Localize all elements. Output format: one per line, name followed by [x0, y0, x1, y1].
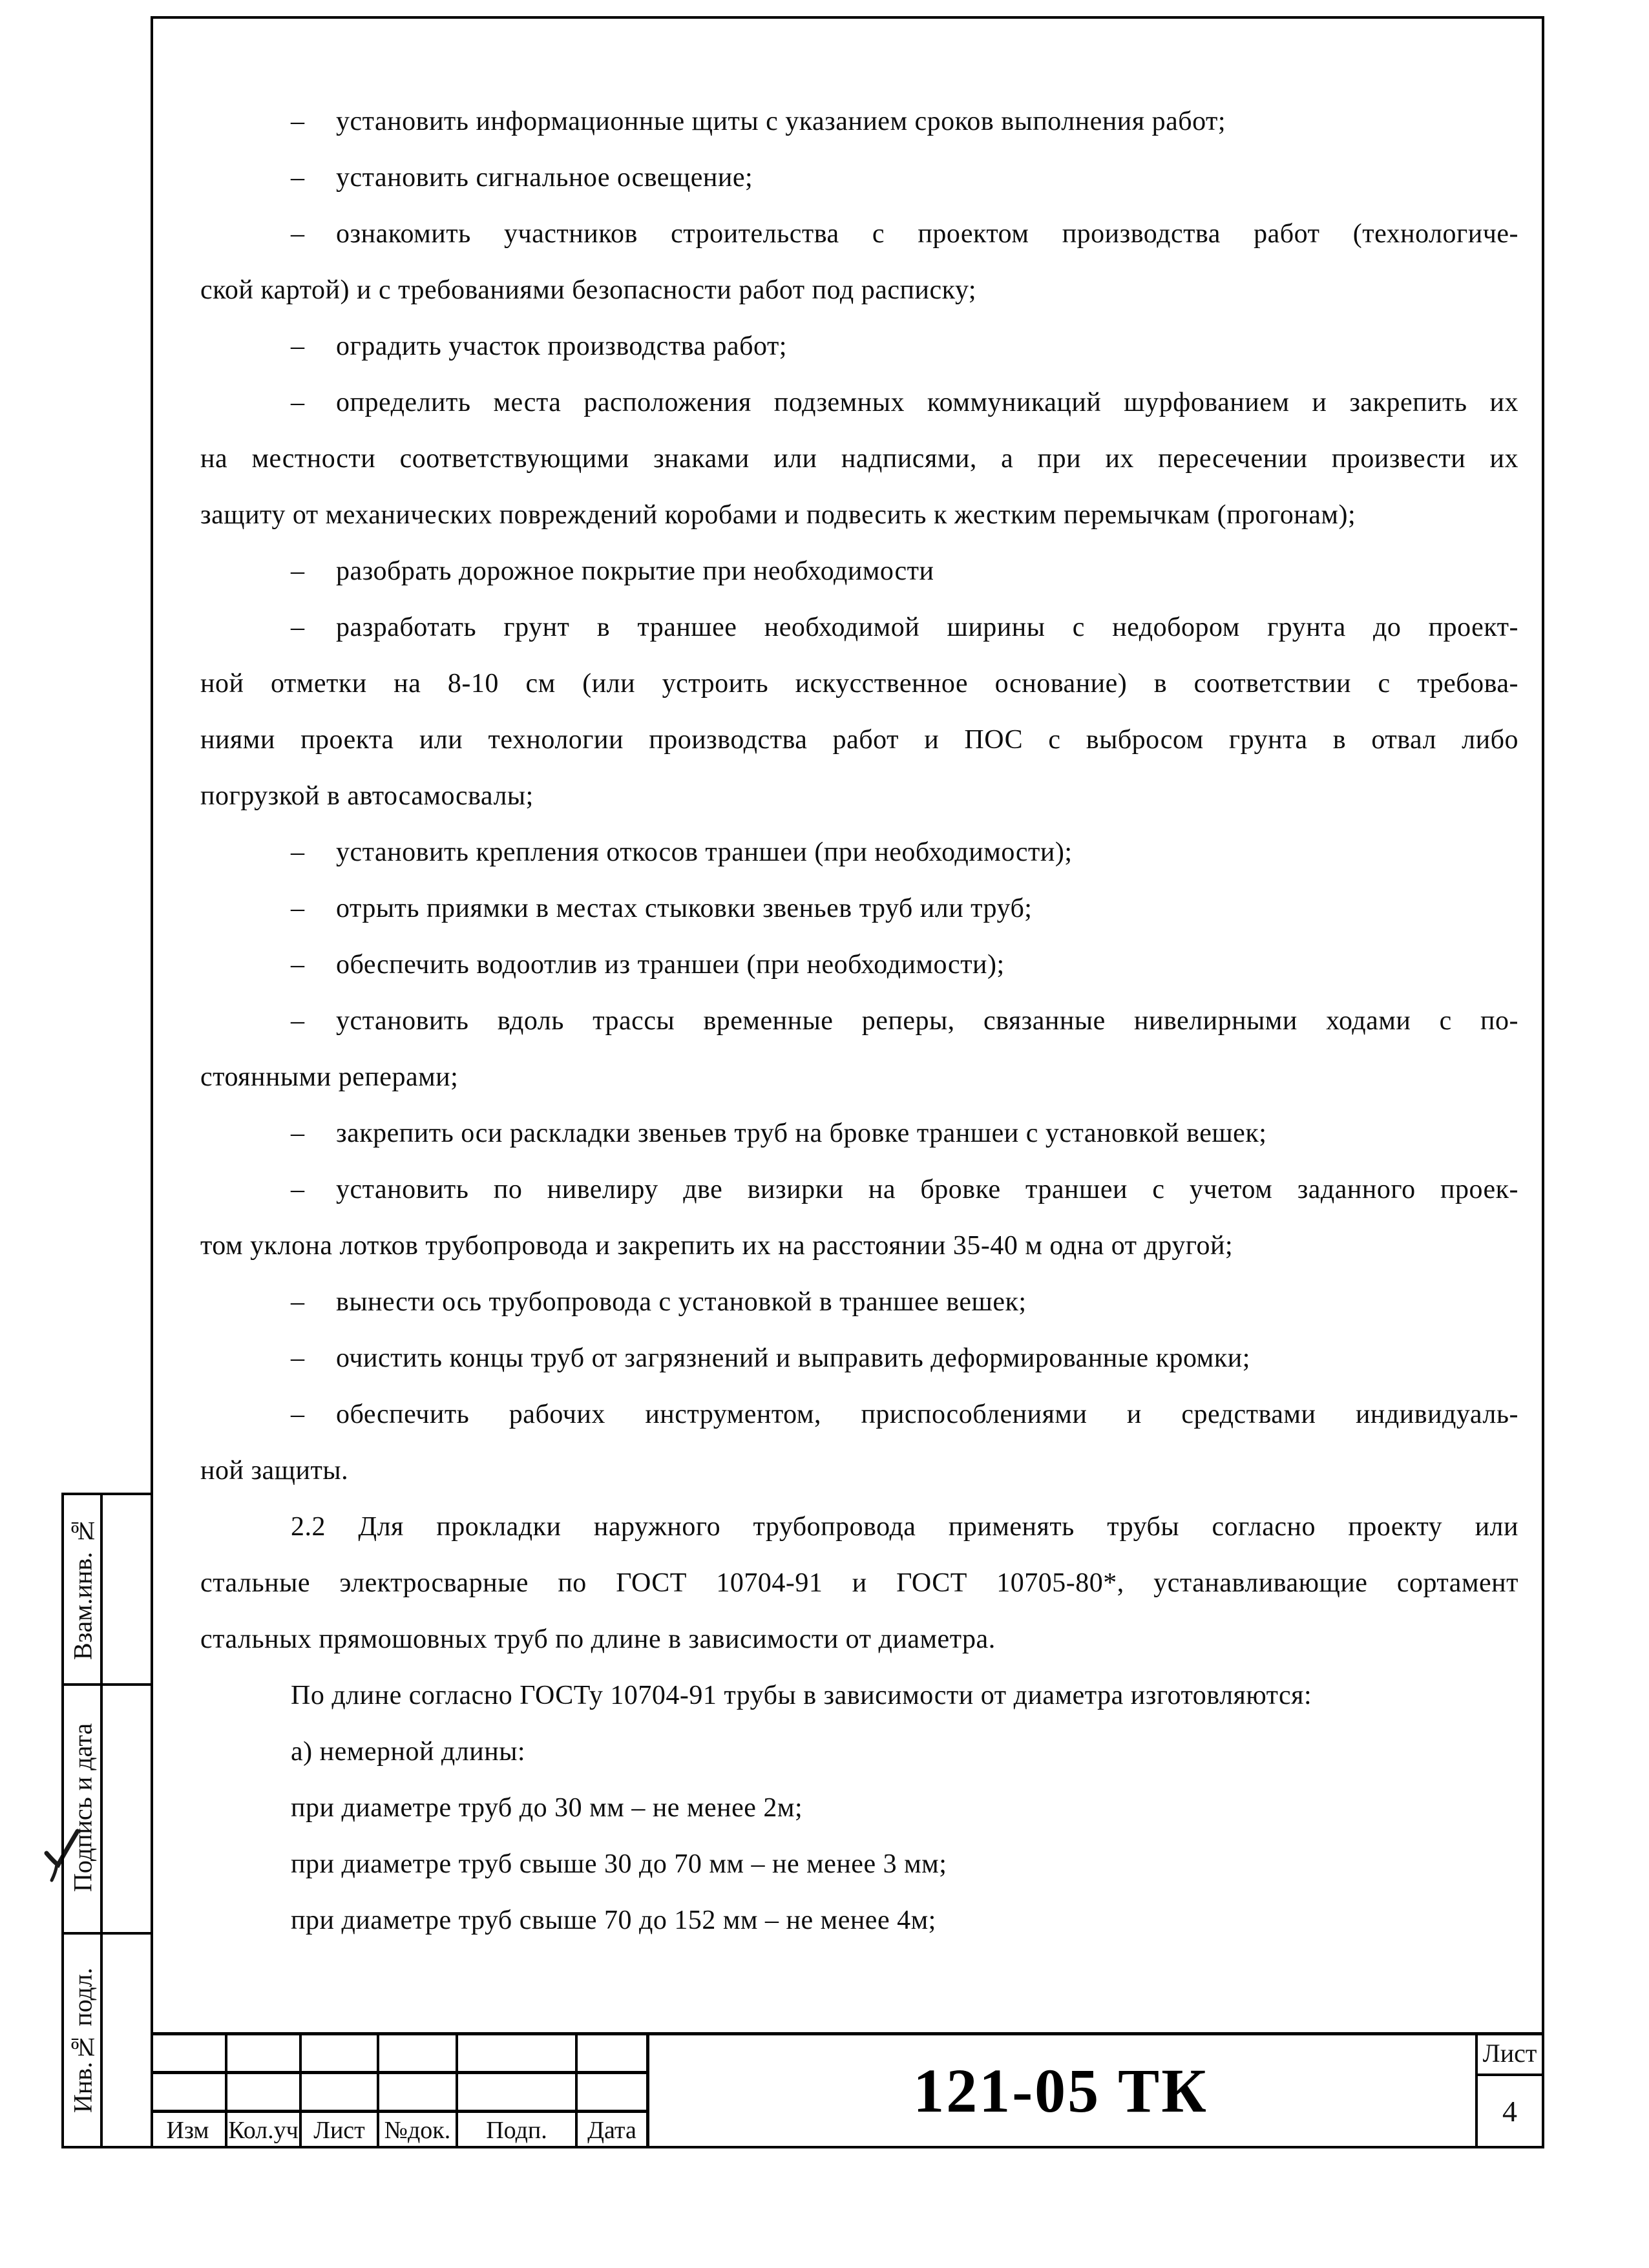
body-text-line: ной отметки на 8-10 см (или устроить искусственное основание) в соответствии с требова- [200, 669, 1518, 698]
document-code: 121-05 ТК [913, 2055, 1208, 2125]
title-block-column-label: Подп. [486, 2116, 547, 2144]
list-dash-marker: – [291, 950, 305, 980]
sheet-number: 4 [1502, 2094, 1517, 2128]
body-text-line: – установить вдоль трассы временные реперы, связанные нивелирными ходами с по- [200, 992, 1518, 1050]
body-text-line: По длине согласно ГОСТу 10704-91 трубы в зависимости от диаметра изготовляются: [291, 1681, 1312, 1710]
body-text-line: – ознакомить участников строительства с проектом производства работ (технологиче- [200, 205, 1518, 263]
list-dash-marker: – [291, 1343, 305, 1373]
body-text-line: на местности соответствующими знаками или надписями, а при их пересечении произвести их [200, 444, 1518, 474]
body-text-line: при диаметре труб свыше 70 до 152 мм – не менее 4м; [291, 1906, 936, 1935]
body-text-line: при диаметре труб свыше 30 до 70 мм – не менее 3 мм; [291, 1849, 947, 1879]
body-text-line: – закрепить оси раскладки звеньев труб на бровке траншеи с установкой вешек; [200, 1104, 1518, 1162]
body-text-line: стальных прямошовных труб по длине в зависимости от диаметра. [200, 1624, 996, 1654]
sheet-label: Лист [1482, 2038, 1537, 2068]
list-dash-marker: – [291, 894, 305, 923]
list-dash-marker: – [291, 1287, 305, 1317]
title-block-column-label: Дата [587, 2116, 636, 2144]
body-text-line: – отрыть приямки в местах стыковки звеньев труб или труб; [200, 879, 1518, 938]
title-block-column-label: Кол.уч [228, 2116, 299, 2144]
body-text-line: стальные электросварные по ГОСТ 10704-91 и ГОСТ 10705-80*, устанавливающие сортамент [200, 1568, 1518, 1598]
body-text-line: – обеспечить водоотлив из траншеи (при необходимости); [200, 936, 1518, 994]
body-text-line: 2.2 Для прокладки наружного трубопровода применять трубы согласно проекту или [291, 1512, 1518, 1542]
body-text-line: защиту от механических повреждений коробами и подвесить к жестким перемычкам (прогонам); [200, 500, 1356, 530]
body-text-line: – установить информационные щиты с указанием сроков выполнения работ; [200, 92, 1518, 151]
body-text-line: ной защиты. [200, 1456, 349, 1486]
body-text-line: – определить места расположения подземных коммуникаций шурфованием и закрепить их [200, 373, 1518, 432]
body-text-line: а) немерной длины: [291, 1737, 526, 1767]
body-text-line: – очистить концы труб от загрязнений и выправить деформированные кромки; [200, 1329, 1518, 1387]
body-text-line: – оградить участок производства работ; [200, 317, 1518, 375]
sidebar-stamp-label: Инв.№ подл. [68, 1968, 98, 2113]
list-dash-marker: – [291, 556, 305, 586]
list-dash-marker: – [291, 1118, 305, 1148]
sidebar-stamp-label: Подпись и дата [68, 1723, 98, 1893]
list-dash-marker: – [291, 388, 305, 417]
body-text-line: – разработать грунт в траншее необходимой ширины с недобором грунта до проект- [200, 598, 1518, 656]
list-dash-marker: – [291, 219, 305, 249]
body-text-line: – установить по нивелиру две визирки на бровке траншеи с учетом заданного проек- [200, 1160, 1518, 1219]
sidebar-stamp-label: Взам.инв. № [68, 1516, 98, 1660]
list-dash-marker: – [291, 107, 305, 136]
body-text-line: ниями проекта или технологии производства работ и ПОС с выбросом грунта в отвал либо [200, 725, 1518, 755]
list-dash-marker: – [291, 1006, 305, 1036]
body-text-line: – установить сигнальное освещение; [200, 149, 1518, 207]
body-text-line: стоянными реперами; [200, 1062, 459, 1092]
list-dash-marker: – [291, 163, 305, 193]
body-text-line: – вынести ось трубопровода с установкой в траншее вешек; [200, 1273, 1518, 1331]
list-dash-marker: – [291, 1400, 305, 1429]
body-text-line: погрузкой в автосамосвалы; [200, 781, 534, 811]
list-dash-marker: – [291, 613, 305, 642]
body-text-line: том уклона лотков трубопровода и закрепить их на расстоянии 35-40 м одна от другой; [200, 1231, 1234, 1261]
title-block-column-label: №док. [384, 2116, 451, 2144]
list-dash-marker: – [291, 1175, 305, 1204]
list-dash-marker: – [291, 331, 305, 361]
title-block-column-label: Лист [313, 2116, 365, 2144]
body-text-line: при диаметре труб до 30 мм – не менее 2м; [291, 1793, 803, 1823]
body-text-line: – установить крепления откосов траншеи (при необходимости); [200, 823, 1518, 881]
title-block-column-label: Изм [166, 2116, 209, 2144]
list-dash-marker: – [291, 837, 305, 867]
body-text-line: – разобрать дорожное покрытие при необходимости [200, 542, 1518, 600]
body-text-line: ской картой) и с требованиями безопасности работ под расписку; [200, 275, 977, 305]
body-text-line: – обеспечить рабочих инструментом, приспособлениями и средствами индивидуаль- [200, 1385, 1518, 1444]
